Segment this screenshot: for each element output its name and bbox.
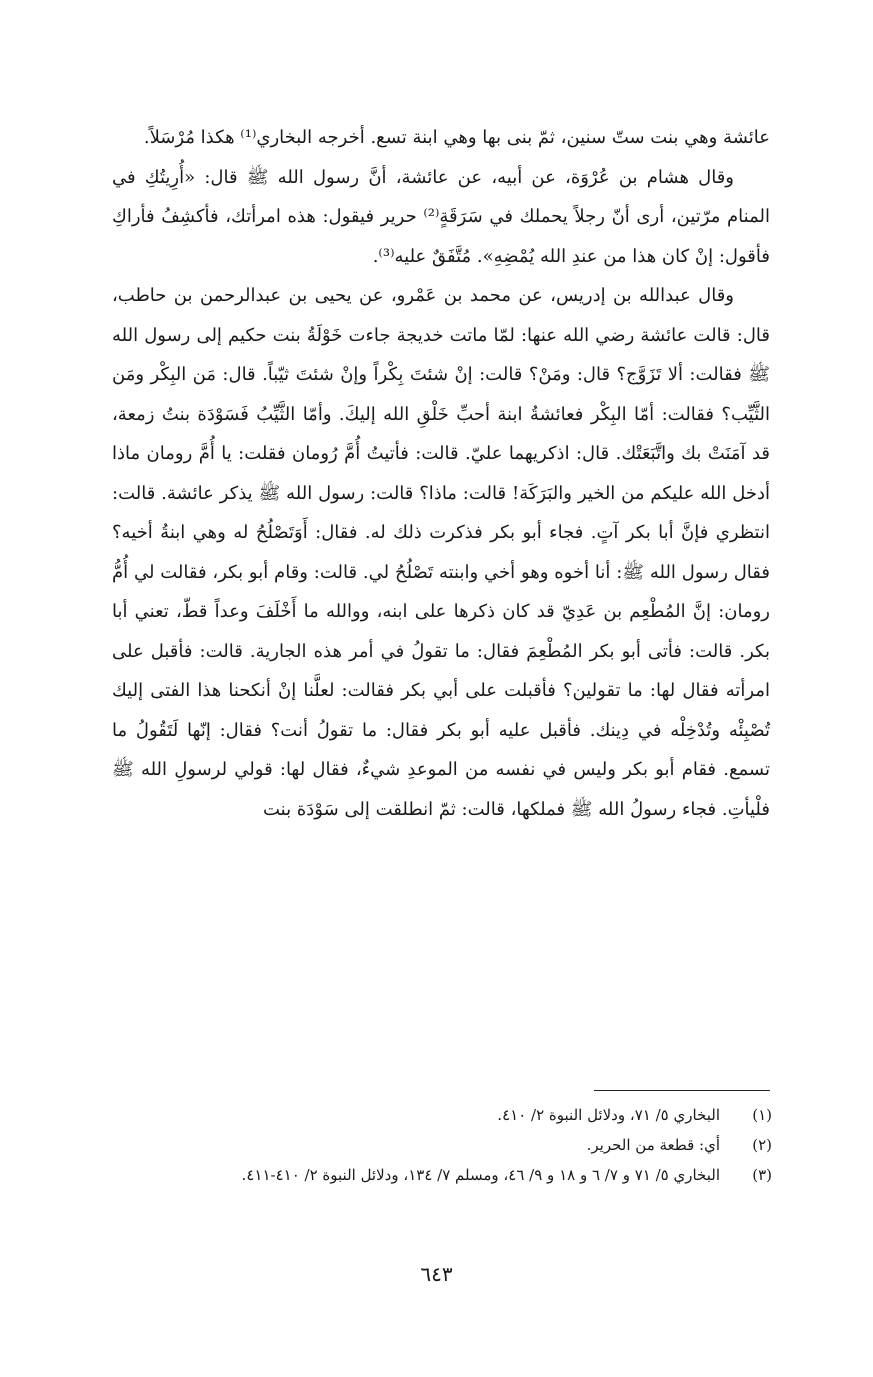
footnote-text: أي: قطعة من الحرير. [586, 1136, 720, 1154]
footnote-text: البخاري ٥/ ٧١، ودلائل النبوة ٢/ ٤١٠. [497, 1106, 720, 1124]
footnote-number: (٣) [752, 1166, 772, 1184]
footnote-number: (١) [752, 1106, 772, 1124]
footnote-number: (٢) [752, 1136, 772, 1154]
footnote [112, 1100, 772, 1130]
footnote-text: البخاري ٥/ ٧١ و ٧/ ٦ و ١٨ و ٩/ ٤٦، ومسلم ٧/ ١٣٤، ودلائل النبوة ٢/ ٤١٠-٤١١. [241, 1166, 720, 1184]
paragraph: وقال عبدالله بن إدريس، عن محمد بن عَمْرو، عن يحيى بن عبدالرحمن بن حاطب، قال: قالت عائشة رضي الله عنها: لمّا ماتت خديجة جاءت خَوْلَةُ بنت حكيم إلى رسول الله ﷺ فقالت: ألا تَزَوَّج؟ قال: ومَنْ؟ قالت: إنْ شئتَ بِكْراً وإنْ شئتَ ثيّباً. قال: مَن البِكْر ومَن الثَّيِّب؟ فقالت: أمّا البِكْر فعائشةُ ابنة أحبِّ خَلْقِ الله إليكَ. وأمّا الثَّيِّبُ فَسَوْدَة بنتُ زمعة، قد آمَنَتْ بك واتَّبَعَتْك. قال: اذكريهما عليّ. قالت: فأتيتُ أُمَّ رُومان فقلت: يا أُمَّ رومان ماذا أدخل الله عليكم من الخير والبَرَكَة! قالت: ماذا؟ قالت: رسول الله ﷺ يذكر عائشة. قالت: انتظري فإنَّ أبا بكر آتٍ. فجاء أبو بكر فذكرت ذلك له. فقال: أَوَتَصْلُحُ له وهي ابنةُ أخيه؟ فقال رسول الله ﷺ: أنا أخوه وهو أخي وابنته تَصْلُحُ لي. قالت: وقام أبو بكر، فقالت لي أُمُّ رومان: إنَّ المُطْعِم بن عَدِيّ قد كان ذكرها على ابنه، ووالله ما أَخْلَفَ وعداً قطّ، تعني أبا بكر. قالت: فأتى أبو بكر المُطْعِمَ فقال: ما تقولُ في أمر هذه الجارية. قالت: فأقبل على امرأته فقال لها: ما تقولين؟ فأقبلت على أبي بكر فقالت: لعلَّنا إنْ أنكحنا هذا الفتى إليك تُصْبِئْه وتُدْخِلْه في دِينك. فأقبل عليه أبو بكر فقال: ما تقولُ أنت؟ فقال: إنّها لَتَقُولُ ما تسمع. فقام أبو بكر وليس في نفسه من الموعدِ شيءٌ، فقال لها: قولي لرسولِ الله ﷺ فلْيأتِ. فجاء رسولُ الله ﷺ فملكها، قالت: ثمّ انطلقت إلى سَوْدَة بنت [112, 285, 770, 820]
footnote [112, 1130, 772, 1160]
footnote [112, 1160, 772, 1190]
footnotes [112, 1100, 772, 1190]
main-text [112, 118, 770, 829]
paragraph: عائشة وهي بنت ستّ سنين، ثمّ بنى بها وهي ابنة تسع. أخرجه البخاري⁽¹⁾ هكذا مُرْسَلاً. [143, 127, 770, 148]
footnote-divider [594, 1090, 770, 1091]
page-number: ٦٤٣ [420, 1262, 453, 1286]
paragraph: وقال هشام بن عُرْوَة، عن أبيه، عن عائشة، أنَّ رسول الله ﷺ قال: «أُرِيتُكِ في المنام مرّتين، أرى أنّ رجلاً يحملك في سَرَقَةٍ⁽²⁾ حرير فيقول: هذه امرأتك، فأكشِفُ فأراكِ فأقول: إنْ كان هذا من عندِ الله يُمْضِهِ». مُتَّفَقٌ عليه⁽³⁾. [112, 166, 770, 267]
